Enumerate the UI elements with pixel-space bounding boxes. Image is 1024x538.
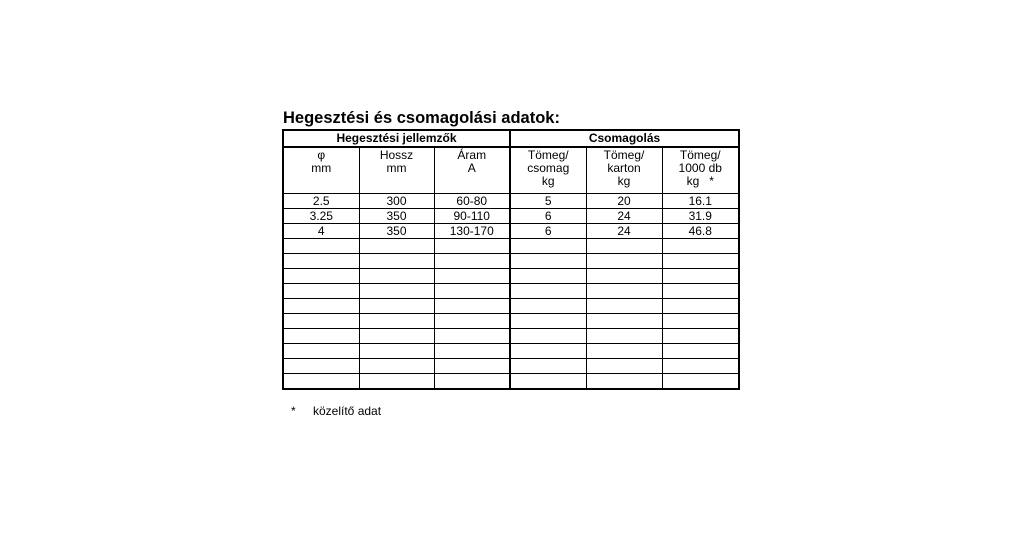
table-cell: 5 <box>510 194 586 209</box>
table-row <box>283 209 739 224</box>
table-cell: 60-80 <box>434 194 510 209</box>
empty-table-row <box>283 344 739 359</box>
table-cell: 300 <box>359 194 434 209</box>
group-header-packaging: Csomagolás <box>510 130 739 147</box>
empty-table-row <box>283 314 739 329</box>
footnote-symbol: * <box>291 404 296 418</box>
table-row <box>283 194 739 209</box>
table-cell: 6 <box>510 224 586 239</box>
group-header-row <box>283 130 739 147</box>
empty-table-row <box>283 284 739 299</box>
page-title: Hegesztési és csomagolási adatok: <box>283 109 560 127</box>
column-header-weight-per-1000: Tömeg/ 1000 db kg * <box>662 147 739 194</box>
table-cell: 24 <box>586 209 662 224</box>
table-row <box>283 224 739 239</box>
table-cell: 90-110 <box>434 209 510 224</box>
table-cell: 3.25 <box>283 209 359 224</box>
table-cell: 24 <box>586 224 662 239</box>
table-cell: 2.5 <box>283 194 359 209</box>
empty-table-row <box>283 254 739 269</box>
column-header-weight-per-pack: Tömeg/ csomag kg <box>510 147 586 194</box>
empty-table-row <box>283 374 739 390</box>
empty-table-row <box>283 329 739 344</box>
footnote-text: közelítő adat <box>313 404 382 418</box>
column-header-diameter: φ mm <box>283 147 359 194</box>
footnote <box>291 404 381 418</box>
column-header-row <box>283 147 739 194</box>
table-cell: 31.9 <box>662 209 739 224</box>
table-cell: 20 <box>586 194 662 209</box>
group-header-welding: Hegesztési jellemzők <box>283 130 510 147</box>
empty-table-row <box>283 299 739 314</box>
table-cell: 4 <box>283 224 359 239</box>
table-cell: 350 <box>359 224 434 239</box>
empty-table-row <box>283 239 739 254</box>
empty-table-row <box>283 269 739 284</box>
table-cell: 16.1 <box>662 194 739 209</box>
table-cell: 350 <box>359 209 434 224</box>
column-header-current: Áram A <box>434 147 510 194</box>
table-cell: 130-170 <box>434 224 510 239</box>
empty-table-row <box>283 359 739 374</box>
welding-packaging-table <box>282 129 740 390</box>
column-header-weight-per-carton: Tömeg/ karton kg <box>586 147 662 194</box>
table-cell: 46.8 <box>662 224 739 239</box>
column-header-length: Hossz mm <box>359 147 434 194</box>
table-cell: 6 <box>510 209 586 224</box>
